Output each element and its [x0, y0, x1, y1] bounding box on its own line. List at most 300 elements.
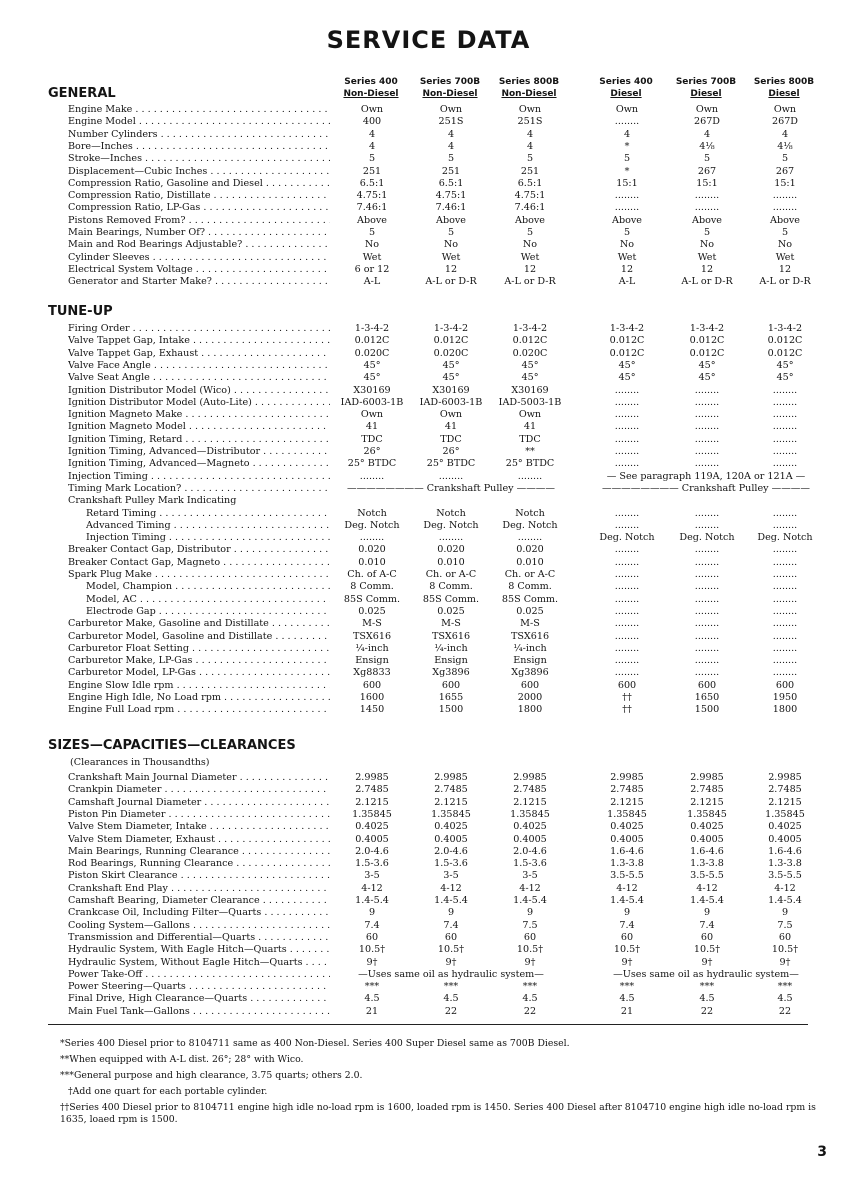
cell-value: 7.4: [364, 919, 380, 931]
cell-value: ***: [522, 981, 538, 993]
table-row: [0, 276, 857, 288]
cell-value: 251: [362, 165, 382, 177]
cell-value: 7.46:1: [514, 202, 546, 214]
cell-value: ........: [694, 667, 720, 679]
cell-value: Own: [615, 104, 639, 115]
cell-value: 2.0-4.6: [355, 845, 389, 857]
cell-value: 3.5-5.5: [610, 870, 644, 882]
cell-value: ........: [614, 396, 640, 408]
cell-value: 12: [620, 263, 634, 275]
column-header-line2: Non-Diesel: [501, 89, 557, 99]
footnote: ††Series 400 Diesel prior to 8104711 engine high idle no-load rpm is 1600, loaded rpm is 1450. Series 400 Diesel after 8104710 engine high idle no-load rpm is 1635, loaed rpm is 1500.: [60, 1102, 816, 1125]
cell-value: 600: [697, 679, 717, 691]
cell-value: 60: [620, 931, 634, 943]
row-label: Hydraulic System, Without Eagle Hitch—Quarts . . .: [68, 957, 330, 969]
column-header: [487, 76, 571, 100]
cell-value: ........: [772, 384, 798, 396]
cell-value: 60: [365, 931, 379, 943]
cell-value: 4-12: [774, 882, 796, 894]
cell-value: 4.5: [777, 993, 793, 1005]
cell-value: 6.5:1: [359, 177, 385, 189]
cell-value: ........: [772, 421, 798, 433]
table-row: [0, 581, 857, 593]
cell-value: 9: [703, 907, 711, 919]
cell-value: 0.012C: [609, 335, 645, 347]
cell-value: 267D: [771, 116, 798, 128]
cell-value: *: [624, 140, 630, 152]
cell-value: 2.7485: [513, 784, 547, 796]
cell-value: ........: [694, 581, 720, 593]
cell-value: 4.5: [364, 993, 380, 1005]
cell-value: 45°: [618, 372, 636, 384]
cell-value: Ch. or A-C: [504, 569, 556, 580]
cell-value: 9†: [366, 956, 378, 968]
cell-value: 25° BTDC: [426, 458, 476, 470]
cell-value: ........: [359, 470, 385, 482]
row-label: Power Steering—Quarts . . .: [68, 981, 330, 993]
row-label: Breaker Contact Gap, Magneto . . .: [68, 557, 330, 569]
cell-value: 7.4: [443, 919, 459, 931]
row-label: Engine Model . . .: [68, 116, 330, 128]
cell-value: 9: [781, 907, 789, 919]
cell-value: 4.75:1: [514, 190, 546, 202]
span-value-diesel: ———————— Crankshaft Pulley ————: [601, 482, 810, 494]
cell-value: 0.020: [516, 544, 544, 556]
cell-value: 1-3-4-2: [354, 323, 390, 334]
cell-value: 0.4025: [610, 821, 644, 833]
cell-value: 4: [623, 128, 631, 140]
cell-value: Deg. Notch: [344, 519, 400, 531]
table-row: [0, 895, 857, 907]
cell-value: ........: [772, 396, 798, 408]
cell-value: ........: [614, 433, 640, 445]
cell-value: 1.6-4.6: [690, 845, 724, 857]
cell-value: ........: [772, 655, 798, 667]
table-row: [0, 569, 857, 581]
section-heading-sizes: SIZES—CAPACITIES—CLEARANCES: [48, 738, 296, 753]
cell-value: ........: [614, 569, 640, 580]
cell-value: 0.025: [437, 605, 465, 617]
cell-value: 1.6-4.6: [768, 845, 802, 857]
cell-value: 2.7485: [610, 784, 644, 796]
section-heading-general: GENERAL: [48, 86, 116, 101]
cell-value: ........: [694, 458, 720, 470]
cell-value: 1600: [359, 692, 385, 703]
cell-value: ........: [694, 630, 720, 642]
cell-value: 22: [778, 1005, 792, 1017]
cell-value: ........: [694, 190, 720, 202]
cell-value: 1500: [438, 704, 464, 716]
cell-value: 9: [623, 907, 631, 919]
cell-value: 0.020C: [433, 347, 469, 359]
table-row: [0, 252, 857, 264]
cell-value: 267D: [693, 116, 720, 128]
table-row: [0, 834, 857, 846]
cell-value: 10.5†: [771, 944, 799, 956]
cell-value: 45°: [776, 359, 794, 371]
cell-value: 251: [441, 165, 461, 177]
cell-value: ........: [614, 655, 640, 667]
cell-value: 7.46:1: [435, 202, 467, 214]
cell-value: ........: [772, 190, 798, 202]
table-row: [0, 348, 857, 360]
cell-value: 41: [444, 421, 458, 433]
cell-value: ........: [438, 532, 464, 544]
cell-value: 1.35845: [431, 808, 471, 820]
cell-value: ........: [694, 605, 720, 617]
cell-value: 4.5: [619, 993, 635, 1005]
cell-value: 1-3-4-2: [433, 323, 469, 334]
cell-value: 1800: [772, 704, 798, 716]
cell-value: 2.1215: [768, 796, 802, 808]
cell-value: 1.4-5.4: [610, 895, 644, 906]
row-label: Main Bearings, Running Clearance . . .: [68, 846, 330, 858]
page-number: 3: [817, 1144, 827, 1160]
table-row: [0, 215, 857, 227]
cell-value: 2000: [517, 692, 543, 703]
row-label: Ignition Timing, Retard . . .: [68, 434, 330, 446]
column-header: [329, 76, 413, 100]
footnote: ***General purpose and high clearance, 3.75 quarts; others 2.0.: [60, 1070, 363, 1081]
cell-value: 267: [775, 165, 795, 177]
cell-value: ........: [694, 384, 720, 396]
cell-value: Own: [518, 104, 542, 115]
row-label: Power Take-Off . . .: [68, 969, 330, 981]
cell-value: ***: [443, 981, 459, 993]
row-label: Hydraulic System, With Eagle Hitch—Quarts . . .: [68, 944, 330, 956]
cell-value: 2.1215: [513, 796, 547, 808]
row-label: Electrode Gap . . .: [86, 606, 330, 618]
row-label: Advanced Timing . . .: [86, 520, 330, 532]
cell-value: Own: [360, 104, 384, 115]
cell-value: 0.010: [516, 556, 544, 568]
table-row: [0, 797, 857, 809]
cell-value: 1-3-4-2: [689, 323, 725, 334]
cell-value: 1.4-5.4: [690, 895, 724, 906]
cell-value: 5: [447, 227, 455, 238]
cell-value: 1450: [359, 704, 385, 716]
cell-value: Notch: [357, 507, 387, 519]
row-label: Engine Slow Idle rpm . . .: [68, 680, 330, 692]
row-label: Main Fuel Tank—Gallons . . .: [68, 1006, 330, 1018]
cell-value: Deg. Notch: [599, 532, 655, 544]
cell-value: 1-3-4-2: [609, 323, 645, 334]
footnote: *Series 400 Diesel prior to 8104711 same as 400 Non-Diesel. Series 400 Super Diesel same as 700B Diesel.: [60, 1038, 570, 1049]
page-title: SERVICE DATA: [326, 26, 531, 54]
column-header-line1: Series 800B: [498, 77, 560, 87]
cell-value: 4: [703, 128, 711, 140]
cell-value: 5: [447, 153, 455, 165]
cell-value: 5: [703, 153, 711, 165]
column-header-line1: Series 700B: [675, 77, 737, 87]
cell-value: 2.7485: [768, 784, 802, 796]
cell-value: Deg. Notch: [757, 532, 813, 544]
row-label: Carburetor Float Setting . . .: [68, 643, 330, 655]
cell-value: ........: [614, 605, 640, 617]
cell-value: Ensign: [434, 655, 468, 667]
cell-value: Wet: [617, 251, 637, 263]
cell-value: 7.46:1: [356, 202, 388, 214]
table-row: [0, 631, 857, 643]
cell-value: ........: [614, 384, 640, 396]
cell-value: ........: [772, 519, 798, 531]
table-row: [0, 809, 857, 821]
cell-value: 4.5: [443, 993, 459, 1005]
table-row: [0, 116, 857, 128]
cell-value: Own: [695, 104, 719, 115]
cell-value: ........: [772, 581, 798, 593]
cell-value: 12: [444, 263, 458, 275]
cell-value: 3-5: [364, 870, 380, 882]
column-header: [408, 76, 492, 100]
row-label: Carburetor Model, Gasoline and Distillate . . .: [68, 631, 330, 643]
span-value-non-diesel: ———————— Crankshaft Pulley ————: [346, 482, 555, 494]
cell-value: 251S: [517, 116, 543, 128]
cell-value: Xg3896: [511, 667, 549, 679]
cell-value: 5: [623, 153, 631, 165]
row-label: Electrical System Voltage . . .: [68, 264, 330, 276]
table-row: [0, 643, 857, 655]
table-row: [0, 483, 857, 495]
column-header-line2: Non-Diesel: [343, 89, 399, 99]
cell-value: 12: [523, 263, 537, 275]
row-label: Retard Timing . . .: [86, 508, 330, 520]
row-label: Rod Bearings, Running Clearance . . .: [68, 858, 330, 870]
cell-value: TSX616: [510, 630, 550, 642]
cell-value: ........: [614, 630, 640, 642]
cell-value: ........: [694, 593, 720, 605]
cell-value: 1.5-3.6: [513, 858, 547, 870]
cell-value: ¼-inch: [434, 642, 468, 654]
cell-value: ........: [614, 642, 640, 654]
cell-value: 9: [526, 907, 534, 919]
cell-value: IAD-5003-1B: [498, 396, 562, 408]
row-label: Firing Order . . .: [68, 323, 330, 335]
cell-value: 25° BTDC: [505, 458, 555, 470]
cell-value: Own: [439, 104, 463, 115]
cell-value: 2.9985: [434, 772, 468, 783]
table-row: [0, 178, 857, 190]
cell-value: 2.1215: [690, 796, 724, 808]
cell-value: 26°: [442, 446, 460, 457]
footnote: †Add one quart for each portable cylinder.: [68, 1086, 268, 1097]
row-label: Camshaft Journal Diameter . . .: [68, 797, 330, 809]
cell-value: ........: [614, 458, 640, 470]
row-label: Main Bearings, Number Of? . . .: [68, 227, 330, 239]
cell-value: ¼-inch: [513, 642, 547, 654]
cell-value: 45°: [698, 372, 716, 384]
table-row: [0, 907, 857, 919]
cell-value: 9†: [621, 956, 633, 968]
row-label: Valve Seat Angle . . .: [68, 372, 330, 384]
table-row: [0, 772, 857, 784]
cell-value: 4-12: [519, 882, 541, 894]
table-row: [0, 520, 857, 532]
cell-value: 60: [444, 931, 458, 943]
cell-value: 60: [700, 931, 714, 943]
cell-value: IAD-6003-1B: [419, 396, 483, 408]
cell-value: TDC: [519, 433, 541, 445]
table-row: [0, 227, 857, 239]
cell-value: 0.020C: [354, 347, 390, 359]
cell-value: 2.9985: [690, 772, 724, 783]
column-header-line2: Diesel: [610, 89, 642, 99]
cell-value: 1.4-5.4: [434, 895, 468, 906]
cell-value: 41: [523, 421, 537, 433]
cell-value: ........: [614, 618, 640, 630]
row-label: Timing Mark Location? . . .: [68, 483, 330, 495]
cell-value: 10.5†: [613, 944, 641, 956]
cell-value: ***: [364, 981, 380, 993]
cell-value: 0.4025: [355, 821, 389, 833]
cell-value: ........: [614, 519, 640, 531]
table-row: [0, 372, 857, 384]
cell-value: 5: [368, 153, 376, 165]
cell-value: Xg3896: [432, 667, 470, 679]
cell-value: 1-3-4-2: [512, 323, 548, 334]
cell-value: 2.7485: [690, 784, 724, 796]
cell-value: Above: [612, 214, 642, 226]
table-row: [0, 421, 857, 433]
cell-value: 0.4025: [768, 821, 802, 833]
cell-value: Deg. Notch: [423, 519, 479, 531]
cell-value: IAD-6003-1B: [340, 396, 404, 408]
cell-value: 0.020C: [512, 347, 548, 359]
column-header-line2: Non-Diesel: [422, 89, 478, 99]
cell-value: ***: [619, 981, 635, 993]
row-label: Crankcase Oil, Including Filter—Quarts . . .: [68, 907, 330, 919]
cell-value: 12: [700, 263, 714, 275]
cell-value: 1-3-4-2: [767, 323, 803, 334]
cell-value: X30169: [511, 384, 549, 396]
table-row: [0, 458, 857, 470]
cell-value: A-L or D-R: [759, 276, 811, 288]
cell-value: 10.5†: [693, 944, 721, 956]
cell-value: Notch: [515, 507, 545, 519]
cell-value: No: [699, 239, 715, 251]
cell-value: 22: [444, 1005, 458, 1017]
cell-value: Above: [515, 214, 545, 226]
cell-value: ........: [614, 446, 640, 457]
cell-value: 6 or 12: [354, 263, 390, 275]
cell-value: 0.4005: [690, 833, 724, 845]
cell-value: 0.025: [358, 605, 386, 617]
cell-value: 4: [447, 140, 455, 152]
cell-value: 2.7485: [434, 784, 468, 796]
cell-value: 6.5:1: [438, 177, 464, 189]
cell-value: 1.4-5.4: [355, 895, 389, 906]
cell-value: ........: [772, 642, 798, 654]
cell-value: ........: [772, 569, 798, 580]
row-label: Valve Stem Diameter, Intake . . .: [68, 821, 330, 833]
cell-value: 251S: [438, 116, 464, 128]
table-row: [0, 129, 857, 141]
cell-value: 1.35845: [765, 808, 805, 820]
cell-value: 45°: [363, 372, 381, 384]
row-label: Spark Plug Make . . .: [68, 569, 330, 581]
cell-value: 9†: [779, 956, 791, 968]
cell-value: 0.020: [358, 544, 386, 556]
table-row: [0, 594, 857, 606]
row-label: Engine Full Load rpm . . .: [68, 704, 330, 716]
row-label: Ignition Magneto Make . . .: [68, 409, 330, 421]
row-label: Cylinder Sleeves . . .: [68, 252, 330, 264]
cell-value: 1.3-3.8: [690, 858, 724, 870]
table-row: [0, 846, 857, 858]
cell-value: ........: [614, 116, 640, 128]
table-row: [0, 202, 857, 214]
cell-value: 1650: [694, 692, 720, 703]
cell-value: 2.7485: [355, 784, 389, 796]
cell-value: Ensign: [355, 655, 389, 667]
cell-value: 1800: [517, 704, 543, 716]
cell-value: 8 Comm.: [350, 581, 394, 593]
cell-value: 0.4025: [690, 821, 724, 833]
cell-value: ........: [614, 667, 640, 679]
cell-value: 5: [526, 227, 534, 238]
row-label: Piston Skirt Clearance . . .: [68, 870, 330, 882]
row-label: Carburetor Make, LP-Gas . . .: [68, 655, 330, 667]
table-row: [0, 557, 857, 569]
row-label: Main and Rod Bearings Adjustable? . . .: [68, 239, 330, 251]
cell-value: TDC: [361, 433, 383, 445]
cell-value: 60: [523, 931, 537, 943]
cell-value: ........: [772, 605, 798, 617]
cell-value: 60: [778, 931, 792, 943]
table-row: [0, 360, 857, 372]
row-label: Valve Tappet Gap, Exhaust . . .: [68, 348, 330, 360]
cell-value: ††: [622, 704, 632, 716]
cell-value: 85S Comm.: [422, 593, 480, 605]
cell-value: *: [624, 165, 630, 177]
cell-value: ........: [517, 532, 543, 544]
cell-value: 85S Comm.: [343, 593, 401, 605]
cell-value: ........: [694, 544, 720, 556]
cell-value: Wet: [520, 251, 540, 263]
cell-value: ........: [772, 507, 798, 519]
cell-value: 0.4005: [768, 833, 802, 845]
table-row: [0, 821, 857, 833]
cell-value: 8 Comm.: [508, 581, 552, 593]
cell-value: ........: [772, 458, 798, 470]
cell-value: 9: [447, 907, 455, 919]
cell-value: 1.6-4.6: [610, 845, 644, 857]
table-row: [0, 993, 857, 1005]
row-label: Camshaft Bearing, Diameter Clearance . . .: [68, 895, 330, 907]
cell-value: ........: [694, 202, 720, 214]
cell-value: ........: [694, 507, 720, 519]
cell-value: 4-12: [361, 882, 383, 894]
cell-value: ........: [614, 202, 640, 214]
cell-value: 5: [623, 227, 631, 238]
cell-value: 7.5: [522, 919, 538, 931]
cell-value: Ch. or A-C: [425, 569, 477, 580]
table-row: [0, 434, 857, 446]
table-row: [0, 667, 857, 679]
cell-value: 4: [781, 128, 789, 140]
cell-value: Xg8833: [353, 667, 391, 679]
cell-value: 0.025: [516, 605, 544, 617]
cell-value: ........: [772, 433, 798, 445]
cell-value: ........: [614, 507, 640, 519]
table-row: [0, 335, 857, 347]
table-row: [0, 495, 857, 507]
cell-value: 2.9985: [768, 772, 802, 783]
cell-value: ........: [694, 396, 720, 408]
table-row: [0, 153, 857, 165]
cell-value: No: [364, 239, 380, 251]
row-label: Ignition Distributor Model (Wico) . . .: [68, 385, 330, 397]
